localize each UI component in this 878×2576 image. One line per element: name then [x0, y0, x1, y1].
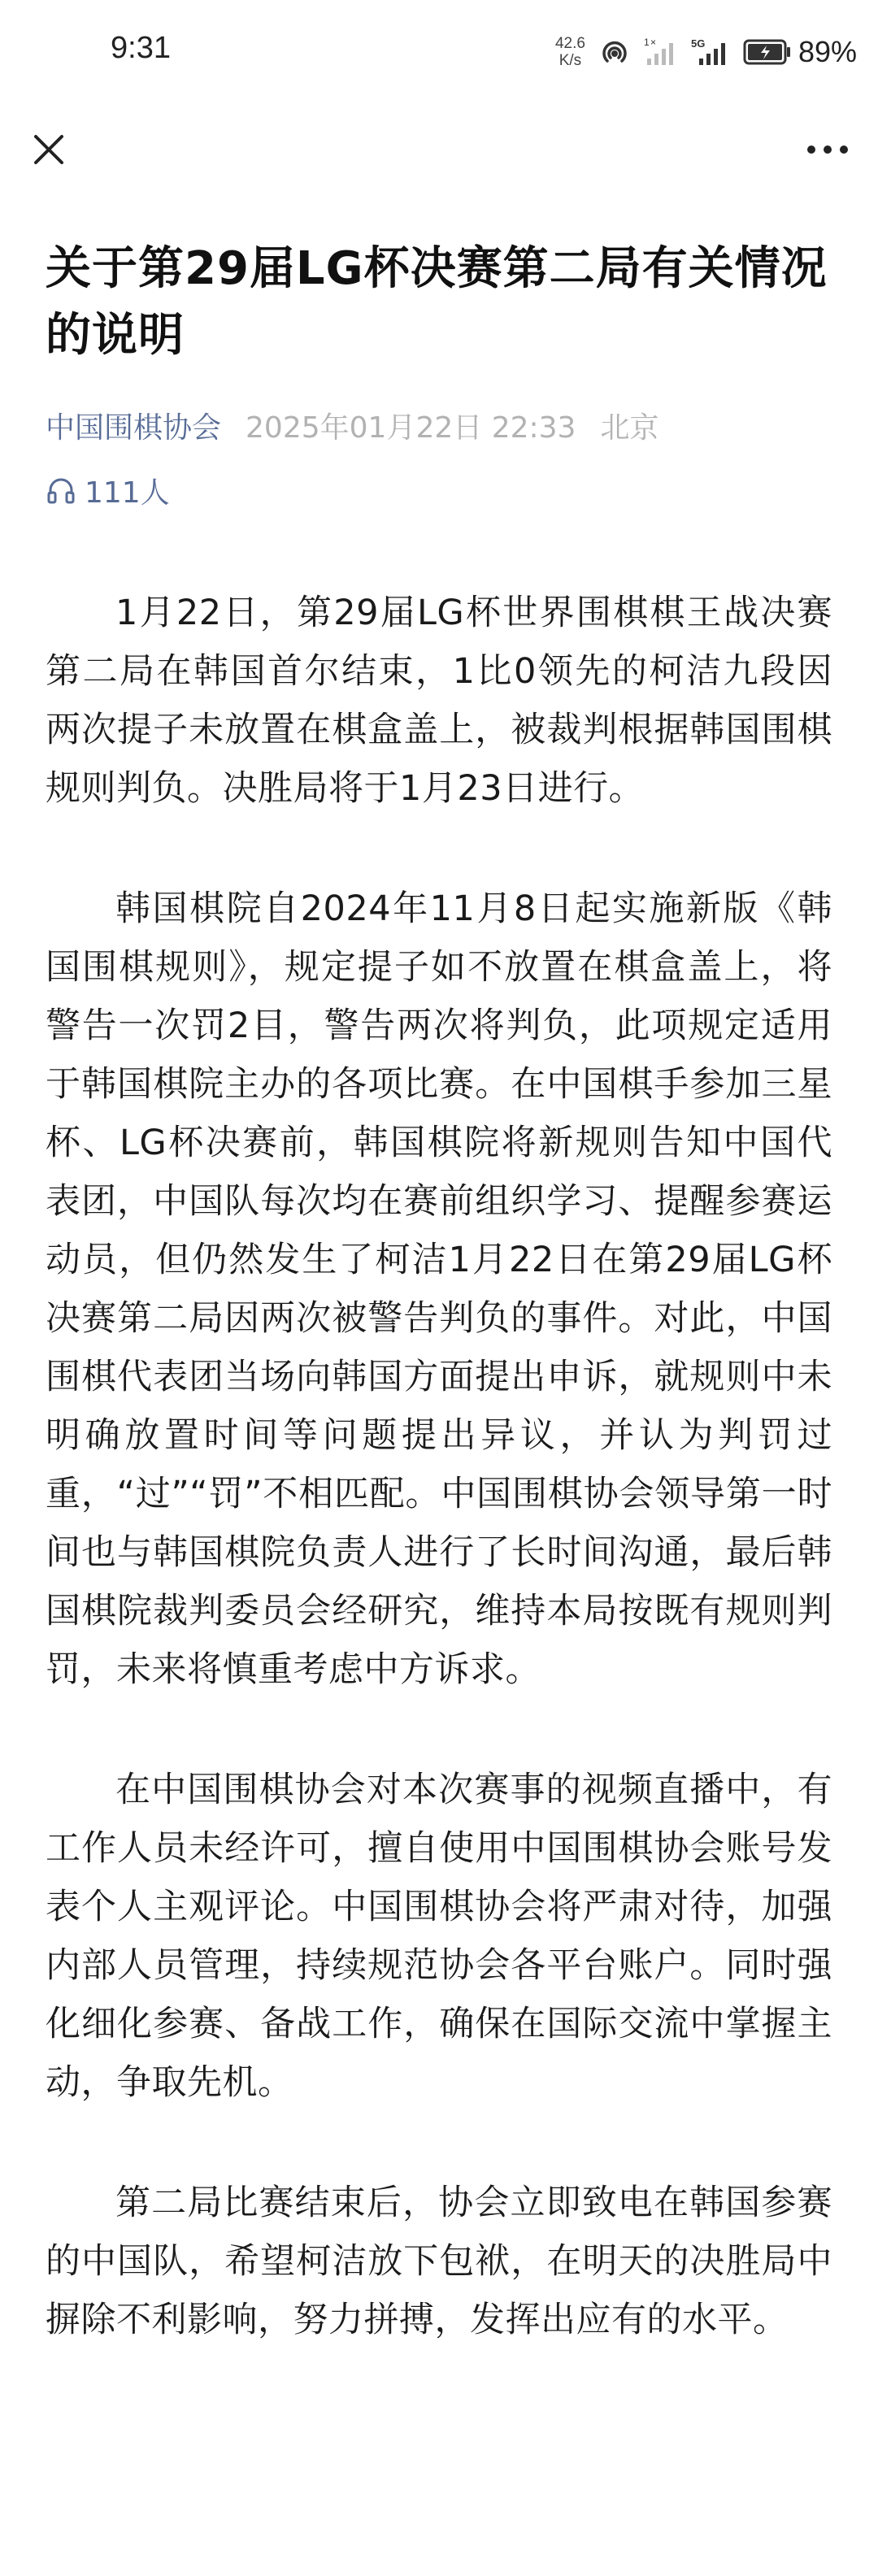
article-title: 关于第29届LG杯决赛第二局有关情况的说明 [46, 242, 828, 362]
signal-5g-icon [691, 36, 730, 68]
paragraph: 1月22日，第29届LG杯世界围棋棋王战决赛第二局在韩国首尔结束，1比0领先的柯洁九段因两次提子未放置在棋盒盖上，被裁判根据韩国围棋规则判负。决胜局将于1月23日进行。 [46, 593, 832, 809]
paragraph: 第二局比赛结束后，协会立即致电在韩国参赛的中国队，希望柯洁放下包袱，在明天的决胜局中摒除不利影响，努力拼搏，发挥出应有的水平。 [46, 2183, 832, 2340]
close-button[interactable] [23, 124, 75, 176]
network-speed-value: 42.6 [554, 35, 585, 52]
svg-text:×: × [650, 37, 656, 48]
paragraph: 韩国棋院自2024年11月8日起实施新版《韩国围棋规则》，规定提子如不放置在棋盒盖上，将警告一次罚2目，警告两次将判负，此项规定适用于韩国棋院主办的各项比赛。在中国棋手参加三星杯、LG杯决赛前，韩国棋院将新规则告知中国代表团，中国队每次均在赛前组织学习、提醒参赛运动员，但仍然发生了柯洁1月22日在第29届LG杯决赛第二局因两次被警告判负的事件。对此，中国围棋代表团当场向韩国方面提出申诉，就规则中未明确放置时间等问题提出异议，并认为判罚过重，“过”“罚”不相匹配。中国围棋协会领导第一时间也与韩国棋院负责人进行了长时间沟通，最后韩国棋院裁判委员会经研究，维持本局按既有规则判罚，未来将慎重考虑中方诉求。 [46, 888, 832, 1690]
network-speed-unit: K/s [559, 52, 582, 69]
author-link[interactable]: 中国围棋协会 [46, 411, 222, 445]
headphones-icon [46, 475, 76, 506]
nav-bar [0, 106, 878, 195]
svg-text:5G: 5G [690, 37, 706, 50]
publish-location: 北京 [600, 411, 659, 445]
article-meta [46, 405, 832, 445]
more-icon [805, 143, 850, 156]
article [46, 236, 832, 2411]
signal-icon [644, 36, 678, 68]
status-time: 9:31 [111, 31, 171, 65]
publish-date: 2025年01月22日 22:33 [246, 411, 576, 445]
battery-icon [743, 38, 792, 66]
network-speed [555, 35, 585, 69]
article-body [46, 584, 832, 2349]
more-button[interactable] [798, 124, 857, 176]
listen-button[interactable] [46, 470, 832, 510]
battery [743, 35, 857, 69]
svg-text:1: 1 [643, 37, 650, 48]
status-bar [0, 0, 878, 106]
battery-percent: 89% [798, 35, 857, 68]
paragraph: 在中国围棋协会对本次赛事的视频直播中，有工作人员未经许可，擅自使用中国围棋协会账号发表个人主观评论。中国围棋协会将严肃对待，加强内部人员管理，持续规范协会各平台账户。同时强化细化参赛、备战工作，确保在国际交流中掌握主动，争取先机。 [46, 1770, 832, 2103]
status-icons [555, 29, 857, 75]
close-icon [31, 132, 67, 167]
listen-count: 111人 [85, 476, 170, 510]
hotspot-icon [598, 36, 631, 68]
